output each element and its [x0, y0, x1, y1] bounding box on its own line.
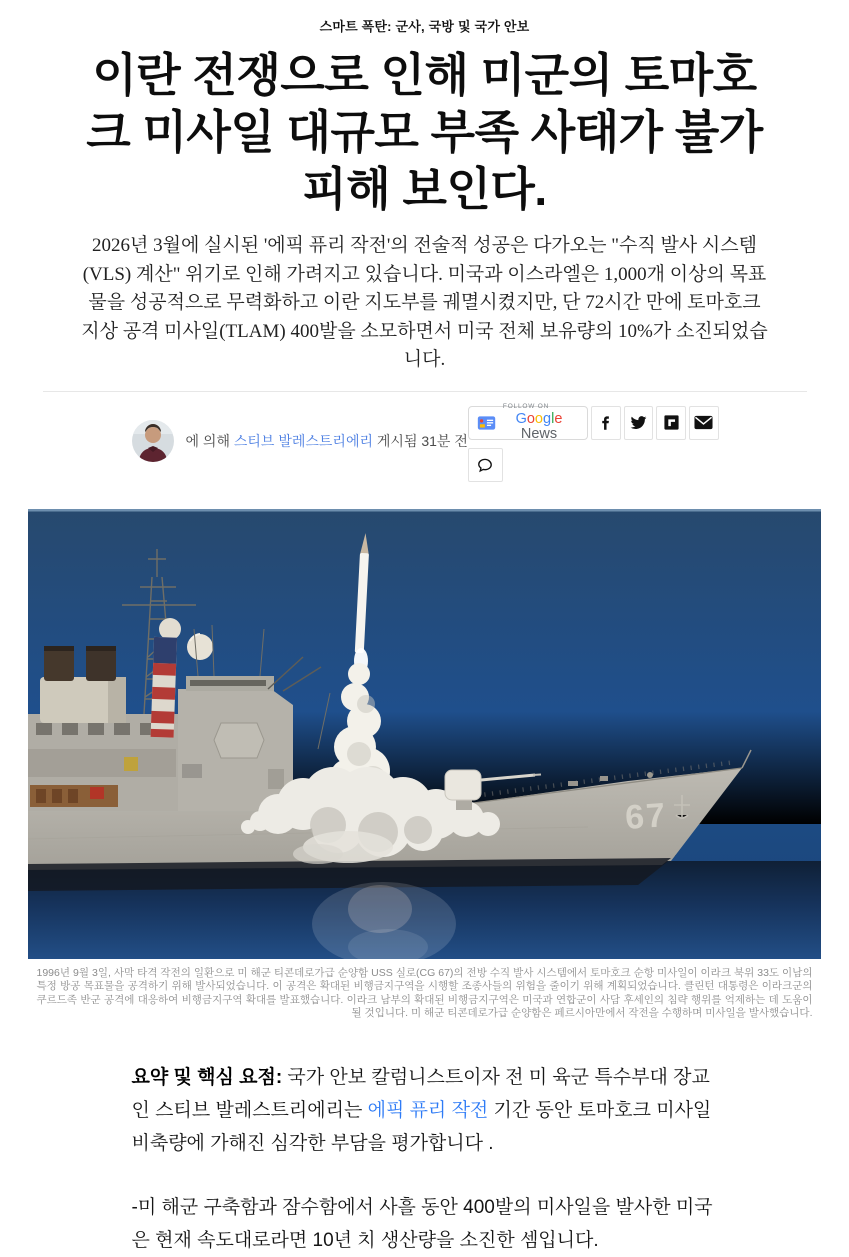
- image-caption: 1996년 9월 3일, 사막 타격 작전의 일환으로 미 해군 티콘데로가급 순양함 USS 실로(CG 67)의 전방 수직 발사 시스템에서 토마호크 순항 미사일이 이라크 북위 33도 이남의 특정 방공 목표물을 공격하기 위해 발사되었습니다. 이 공격은 확대된 비행금지구역을 시행할 조종사들의 위험을 줄이기 위해 계획되었습니다. 클린턴 대통령은 이라크군의 쿠르드족 반군 공격에 대응하여 비행금지구역 확대를 발표했습니다. 이라크 남부의 확대된 비행금지구역은 미국과 연합군이 사담 후세인의 침략 행위를 억제하는 데 도움이 될 것입니다. 미 해군 티콘데로가급 순양함은 페르시아만에서 작전을 수행하며 미사일을 발사했습니다.: [36, 966, 813, 1019]
- author-link[interactable]: 스티브 발레스트리에리: [233, 432, 373, 449]
- google-news-follow-button[interactable]: [468, 402, 588, 442]
- follow-on-label: FOLLOW ON: [502, 402, 550, 410]
- wordmark-letter: o: [526, 411, 535, 428]
- wordmark-letter: e: [554, 411, 563, 428]
- byline-post: 게시됨 31분 전: [373, 432, 468, 449]
- lead-paragraph: 2026년 3월에 실시된 '에픽 퓨리 작전'의 전술적 성공은 다가오는 "수직 발사 시스템(VLS) 계산" 위기로 인해 가려지고 있습니다. 미국과 이스라엘은 1,000개 이상의 목표물을 성공적으로 무력화하고 이란 지도부를 궤멸시켰지만, 단 72시간 만에 토마호크 지상 공격 미사일(TLAM) 400발을 소모하면서 미국 전체 보유량의 10%가 소진되었습니다.: [81, 235, 768, 370]
- byline-row: [132, 402, 718, 484]
- comments-button[interactable]: [468, 448, 503, 482]
- category-link[interactable]: 스마트 폭탄: 군사, 국방 및 국가 안보: [319, 19, 530, 34]
- summary-pre: 국가 안보 칼럼니스트이자 전 미 육군 특수부대 장교인 스티브 발레스트리에리는: [131, 1066, 710, 1121]
- byline-text: [186, 431, 468, 451]
- wordmark-letter: o: [534, 411, 543, 428]
- share-buttons-row: [468, 402, 719, 442]
- hull-number: 67: [623, 795, 669, 837]
- wordmark-letter: News: [520, 425, 558, 442]
- google-news-label: [503, 404, 575, 442]
- email-icon: [694, 415, 713, 430]
- article-body: [132, 1061, 718, 1257]
- comment-row: [468, 448, 503, 482]
- flipboard-icon: [663, 414, 680, 431]
- wordmark-letter: G: [515, 411, 527, 428]
- comment-bubble-icon: [476, 456, 494, 474]
- byline-divider: [43, 391, 807, 392]
- summary-label: 요약 및 핵심 요점:: [131, 1066, 283, 1088]
- hero-image: [28, 509, 821, 959]
- facebook-share-button[interactable]: [591, 406, 621, 440]
- google-news-icon: [477, 414, 496, 432]
- article-title: 이란 전쟁으로 인해 미군의 토마호크 미사일 대규모 부족 사태가 불가피해 보인다.: [86, 49, 763, 215]
- twitter-share-button[interactable]: [624, 406, 654, 440]
- summary-paragraph: [132, 1061, 718, 1160]
- operation-link[interactable]: 에픽 퓨리 작전: [367, 1099, 489, 1121]
- byline-pre: 에 의해: [185, 432, 234, 449]
- share-toolbar: [468, 402, 719, 482]
- facebook-icon: [597, 414, 615, 432]
- avatar-image: [132, 420, 174, 462]
- flipboard-share-button[interactable]: [656, 406, 686, 440]
- wordmark-letter: l: [551, 411, 555, 428]
- summary-post: 기간 동안 토마호크 미사일 비축량에 가해진 심각한 부담을 평가합니다 .: [131, 1099, 712, 1154]
- wordmark-letter: g: [543, 411, 552, 428]
- email-share-button[interactable]: [689, 406, 719, 440]
- author-avatar[interactable]: [132, 420, 174, 462]
- byline: [132, 420, 468, 462]
- ship-missile-launch-illustration: [28, 509, 821, 959]
- google-news-wordmark: [503, 412, 575, 441]
- twitter-icon: [629, 413, 648, 432]
- us-flag: [151, 636, 177, 737]
- article-page: [0, 16, 849, 1257]
- second-paragraph: -미 해군 구축함과 잠수함에서 사흘 동안 400발의 미사일을 발사한 미국은 현재 속도대로라면 10년 치 생산량을 소진한 셈입니다.: [131, 1196, 713, 1251]
